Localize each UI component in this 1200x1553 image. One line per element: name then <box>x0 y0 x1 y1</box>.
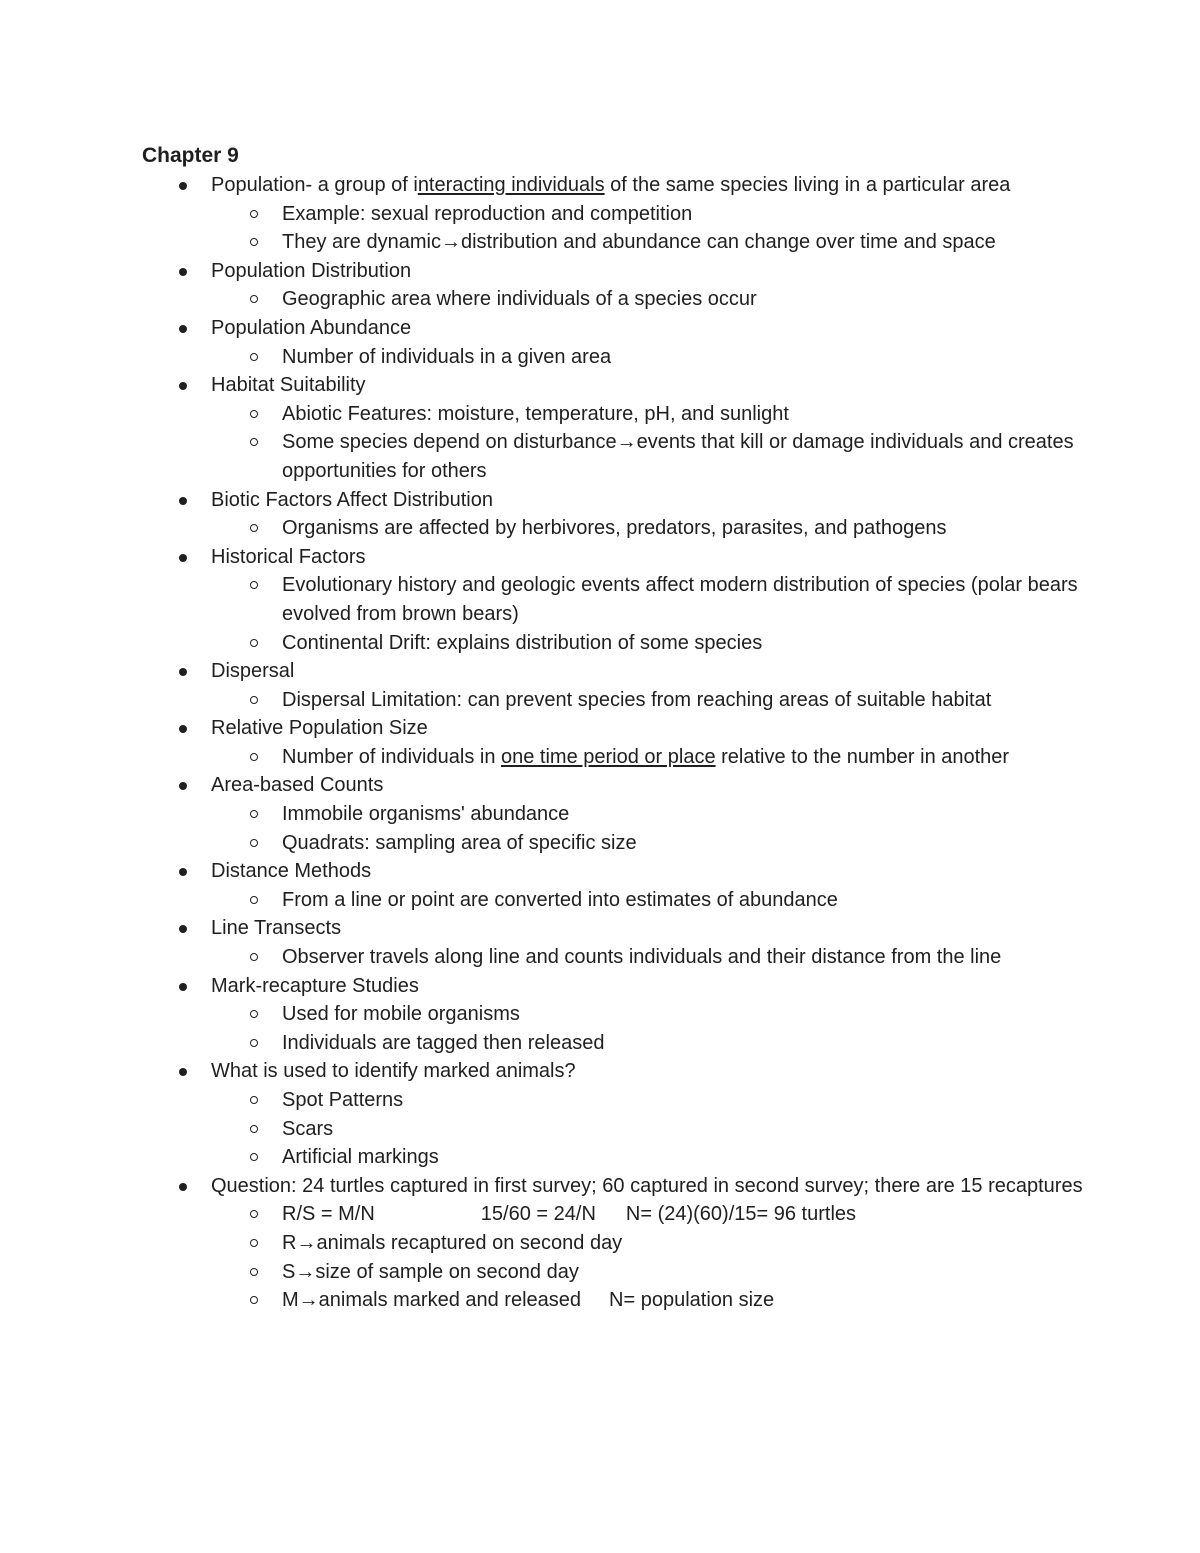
sub-item <box>142 743 1102 772</box>
sub-text: Quadrats: sampling area of specific size <box>282 831 637 854</box>
sub-text: They are dynamic→distribution and abundance can change over time and space <box>282 231 996 254</box>
sub-item <box>142 829 1102 858</box>
sub-item <box>142 285 1102 314</box>
sub-item <box>142 1086 1102 1115</box>
bullet-circle-icon <box>250 1125 258 1133</box>
bullet-circle-icon <box>250 753 258 761</box>
sub-text: R→animals recaptured on second day <box>282 1231 623 1254</box>
bullet-circle-icon <box>250 410 258 418</box>
sub-item <box>142 228 1102 257</box>
sub-text: Immobile organisms' abundance <box>282 803 570 826</box>
bullet-circle-icon <box>250 896 258 904</box>
sub-text: N= population size <box>609 1289 775 1312</box>
bullet-dot-icon <box>179 925 187 933</box>
item-text: Population Abundance <box>211 316 412 339</box>
list-item <box>142 857 1102 886</box>
list-item <box>142 257 1102 286</box>
bullet-dot-icon <box>179 1068 187 1076</box>
bullet-dot-icon <box>179 1183 187 1191</box>
bullet-circle-icon <box>250 353 258 361</box>
formula-part: 15/60 = 24/N <box>480 1203 596 1226</box>
item-text: Question: 24 turtles captured in first survey; 60 captured in second survey; there are 15 recaptures <box>211 1174 1083 1197</box>
list-item <box>142 371 1102 400</box>
bullet-dot-icon <box>179 325 187 333</box>
sub-item <box>142 943 1102 972</box>
item-text: Historical Factors <box>211 545 366 568</box>
bullet-dot-icon <box>179 983 187 991</box>
item-text: Biotic Factors Affect Distribution <box>211 488 493 511</box>
underlined-text: one time period or place <box>501 745 716 768</box>
bullet-dot-icon <box>179 497 187 505</box>
sub-text: Example: sexual reproduction and competition <box>282 202 693 225</box>
list-item <box>142 171 1102 200</box>
list-item <box>142 1172 1102 1201</box>
sub-text: Evolutionary history and geologic events affect modern distribution of species (polar bears evolved from brown bears) <box>282 574 1078 625</box>
list-item <box>142 486 1102 515</box>
item-text: Relative Population Size <box>211 717 428 740</box>
sub-text: Number of individuals in a given area <box>282 345 612 368</box>
bullet-circle-icon <box>250 953 258 961</box>
sub-item <box>142 200 1102 229</box>
sub-text: Scars <box>282 1117 334 1140</box>
sub-text: M→animals marked and released <box>282 1289 582 1312</box>
bullet-dot-icon <box>179 268 187 276</box>
document-page <box>142 141 1102 1315</box>
item-text: Distance Methods <box>211 860 372 883</box>
bullet-dot-icon <box>179 182 187 190</box>
bullet-circle-icon <box>250 839 258 847</box>
sub-item <box>142 571 1102 628</box>
list-item <box>142 771 1102 800</box>
sub-item <box>142 886 1102 915</box>
item-text: Area-based Counts <box>211 774 384 797</box>
formula-part: N= (24)(60)/15= 96 turtles <box>625 1203 857 1226</box>
list-item <box>142 914 1102 943</box>
bullet-circle-icon <box>250 1210 258 1218</box>
bullet-circle-icon <box>250 1010 258 1018</box>
sub-item <box>142 686 1102 715</box>
sub-text: Number of individuals in <box>282 745 501 768</box>
sub-item <box>142 428 1102 485</box>
bullet-circle-icon <box>250 1039 258 1047</box>
sub-item <box>142 1115 1102 1144</box>
sub-item <box>142 343 1102 372</box>
item-text: Line Transects <box>211 917 342 940</box>
item-text: Habitat Suitability <box>211 374 366 397</box>
formula-item <box>142 1200 1102 1229</box>
sub-item <box>142 1000 1102 1029</box>
item-text: Population Distribution <box>211 259 412 282</box>
item-text: Population- a group of i <box>211 174 418 196</box>
sub-item <box>142 1143 1102 1172</box>
sub-item <box>142 1286 1102 1315</box>
bullet-circle-icon <box>250 1296 258 1304</box>
item-text: of the same species living in a particular area <box>604 174 1011 196</box>
bullet-circle-icon <box>250 1268 258 1276</box>
sub-text: relative to the number in another <box>715 745 1010 768</box>
chapter-title: Chapter 9 <box>142 144 239 167</box>
bullet-dot-icon <box>179 725 187 733</box>
sub-item <box>142 1229 1102 1258</box>
bullet-circle-icon <box>250 581 258 589</box>
bullet-dot-icon <box>179 782 187 790</box>
sub-text: Geographic area where individuals of a species occur <box>282 288 757 311</box>
list-item <box>142 657 1102 686</box>
list-item <box>142 714 1102 743</box>
sub-item <box>142 514 1102 543</box>
sub-item <box>142 1029 1102 1058</box>
bullet-circle-icon <box>250 524 258 532</box>
sub-text: From a line or point are converted into estimates of abundance <box>282 888 838 911</box>
sub-item <box>142 400 1102 429</box>
list-item <box>142 543 1102 572</box>
sub-item <box>142 1258 1102 1287</box>
formula-part: R/S = M/N <box>282 1203 375 1226</box>
bullet-dot-icon <box>179 668 187 676</box>
sub-text: Continental Drift: explains distribution of some species <box>282 631 763 654</box>
bullet-dot-icon <box>179 554 187 562</box>
item-text: Dispersal <box>211 660 295 683</box>
notes-list <box>142 171 1102 1315</box>
bullet-circle-icon <box>250 810 258 818</box>
bullet-circle-icon <box>250 438 258 446</box>
bullet-circle-icon <box>250 639 258 647</box>
sub-text: S→size of sample on second day <box>282 1260 579 1283</box>
sub-item <box>142 629 1102 658</box>
bullet-circle-icon <box>250 295 258 303</box>
bullet-dot-icon <box>179 382 187 390</box>
list-item <box>142 1057 1102 1086</box>
underlined-text: nteracting individuals <box>417 174 605 196</box>
bullet-dot-icon <box>179 868 187 876</box>
sub-text: Spot Patterns <box>282 1089 404 1111</box>
sub-text: Some species depend on disturbance→events that kill or damage individuals and creates opportunities for others <box>282 431 1074 482</box>
bullet-circle-icon <box>250 1096 258 1104</box>
sub-text: Abiotic Features: moisture, temperature, pH, and sunlight <box>282 402 789 425</box>
sub-text: Observer travels along line and counts individuals and their distance from the line <box>282 946 1002 969</box>
list-item <box>142 972 1102 1001</box>
sub-text: Dispersal Limitation: can prevent species from reaching areas of suitable habitat <box>282 688 992 711</box>
sub-text: Organisms are affected by herbivores, predators, parasites, and pathogens <box>282 517 947 540</box>
bullet-circle-icon <box>250 1239 258 1247</box>
sub-text: Individuals are tagged then released <box>282 1031 605 1054</box>
bullet-circle-icon <box>250 1153 258 1161</box>
sub-text: Artificial markings <box>282 1146 439 1169</box>
bullet-circle-icon <box>250 238 258 246</box>
item-text: Mark-recapture Studies <box>211 974 419 997</box>
sub-item <box>142 800 1102 829</box>
list-item <box>142 314 1102 343</box>
item-text: What is used to identify marked animals? <box>211 1060 576 1083</box>
bullet-circle-icon <box>250 210 258 218</box>
bullet-circle-icon <box>250 696 258 704</box>
sub-text: Used for mobile organisms <box>282 1003 520 1026</box>
